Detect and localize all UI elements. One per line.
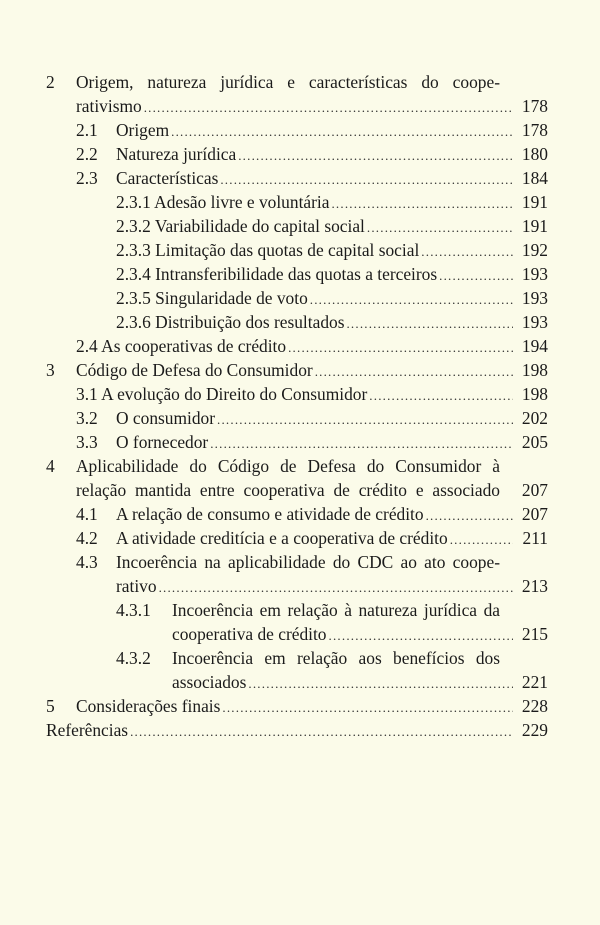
toc-leader (369, 386, 513, 406)
toc-page: 207 (521, 504, 548, 524)
toc-title: associados (172, 672, 247, 692)
toc-title: Singularidade de voto (155, 288, 308, 308)
toc-title: Intransferibilidade das quotas a terceiros (155, 264, 438, 284)
toc-entry (46, 552, 548, 596)
toc-number: 4.3.1 (116, 600, 151, 620)
toc-page: 191 (521, 192, 548, 212)
toc-title: A evolução do Direito do Consumidor (101, 384, 368, 404)
toc-leader (222, 698, 513, 718)
toc-leader (238, 146, 513, 166)
toc-page: 228 (521, 696, 548, 716)
toc-leader (220, 170, 513, 190)
toc-entry (46, 120, 548, 140)
toc-number: 3 (46, 360, 55, 380)
toc-title: O fornecedor (116, 432, 209, 452)
toc-title: cooperativa de crédito (172, 624, 327, 644)
toc-number: 3.3 (76, 432, 98, 452)
toc-number: 4.1 (76, 504, 98, 524)
toc-title: Origem, natureza jurídica e características do coope- (76, 72, 500, 92)
toc-entry (46, 360, 548, 380)
toc-leader (426, 506, 513, 526)
toc-entry (46, 408, 548, 428)
toc-leader (217, 410, 513, 430)
toc-page: 198 (521, 384, 548, 404)
toc-entry (46, 168, 548, 188)
toc-entry (46, 72, 548, 116)
toc-title: Variabilidade do capital social (154, 216, 365, 236)
toc-title: Origem (116, 120, 170, 140)
toc-page: 191 (521, 216, 548, 236)
toc-title: Incoerência em relação à natureza jurídica da (172, 600, 500, 620)
toc-leader (439, 266, 513, 286)
toc-leader (367, 218, 513, 238)
toc-title: Referências (46, 720, 129, 740)
toc-entry (46, 504, 548, 524)
toc-number: 2.3 (76, 168, 98, 188)
toc-page: 180 (521, 144, 548, 164)
toc-page: 184 (521, 168, 548, 188)
toc-title: relação mantida entre cooperativa de crédito e associado (76, 480, 500, 500)
toc-entry (46, 600, 548, 644)
toc-page: 229 (521, 720, 548, 740)
toc-entry (46, 696, 548, 716)
toc-entry (46, 264, 548, 284)
toc-page: 178 (521, 96, 548, 116)
toc-number: 4.3 (76, 552, 98, 572)
toc-leader (421, 242, 513, 262)
toc-entry (46, 432, 548, 452)
toc-number: 2.3.3 (116, 240, 151, 260)
toc-page: 193 (521, 264, 548, 284)
toc-title: A atividade creditícia e a cooperativa de crédito (116, 528, 448, 548)
toc-title: Aplicabilidade do Código de Defesa do Consumidor à (76, 456, 500, 476)
toc-title: Código de Defesa do Consumidor (76, 360, 313, 380)
toc-number: 2.3.1 (116, 192, 151, 212)
toc-entry (46, 288, 548, 308)
toc-leader (130, 722, 513, 742)
toc-page: 211 (522, 528, 548, 548)
toc-page: 193 (521, 288, 548, 308)
toc-entry (46, 648, 548, 692)
toc-leader (288, 338, 513, 358)
toc-page: 198 (521, 360, 548, 380)
toc-title: Considerações finais (76, 696, 221, 716)
toc-page: 205 (521, 432, 548, 452)
toc-entry (46, 336, 548, 356)
toc-number: 2.4 (76, 336, 98, 356)
toc-number: 4 (46, 456, 55, 476)
toc-number: 2 (46, 72, 55, 92)
toc-title: Limitação das quotas de capital social (155, 240, 420, 260)
toc-number: 3.1 (76, 384, 98, 404)
toc-leader (329, 626, 513, 646)
toc-page: 207 (521, 480, 548, 500)
toc-page: 213 (521, 576, 548, 596)
toc-number: 2.3.2 (116, 216, 151, 236)
toc-entry (46, 216, 548, 236)
toc-page: 221 (521, 672, 548, 692)
toc-leader (248, 674, 513, 694)
toc-number: 3.2 (76, 408, 98, 428)
toc-leader (315, 362, 513, 382)
toc-page: 178 (521, 120, 548, 140)
toc-entry (46, 456, 548, 500)
toc-page: 202 (521, 408, 548, 428)
toc-leader (346, 314, 513, 334)
toc-page: 192 (521, 240, 548, 260)
toc-entry (46, 720, 548, 740)
toc-number: 5 (46, 696, 55, 716)
toc-title: Incoerência na aplicabilidade do CDC ao ato coope- (116, 552, 500, 572)
toc-number: 2.2 (76, 144, 98, 164)
toc-title: Natureza jurídica (116, 144, 237, 164)
toc-title: Incoerência em relação aos benefícios dos (172, 648, 500, 668)
toc-page: 215 (521, 624, 548, 644)
toc-title: rativo (116, 576, 157, 596)
toc-number: 2.3.4 (116, 264, 151, 284)
toc-leader (331, 194, 513, 214)
toc-entry (46, 240, 548, 260)
toc-entry (46, 192, 548, 212)
toc-leader (159, 578, 513, 598)
toc-page: 193 (521, 312, 548, 332)
toc-title: Distribuição dos resultados (155, 312, 345, 332)
toc-leader (144, 98, 513, 118)
toc-title: rativismo (76, 96, 142, 116)
toc-entry (46, 144, 548, 164)
toc-page: 194 (521, 336, 548, 356)
toc-title: A relação de consumo e atividade de crédito (116, 504, 424, 524)
toc-leader (450, 530, 513, 550)
toc-leader (171, 122, 513, 142)
toc-number: 2.3.6 (116, 312, 151, 332)
toc-entry (46, 528, 548, 548)
toc-title: Características (116, 168, 219, 188)
toc-entry (46, 384, 548, 404)
toc-number: 2.1 (76, 120, 98, 140)
toc-title: As cooperativas de crédito (101, 336, 287, 356)
toc-number: 2.3.5 (116, 288, 151, 308)
toc-title: O consumidor (116, 408, 216, 428)
toc-leader (210, 434, 513, 454)
toc-title: Adesão livre e voluntária (154, 192, 330, 212)
toc-leader (310, 290, 513, 310)
toc-entry (46, 312, 548, 332)
toc-number: 4.2 (76, 528, 98, 548)
toc-number: 4.3.2 (116, 648, 151, 668)
